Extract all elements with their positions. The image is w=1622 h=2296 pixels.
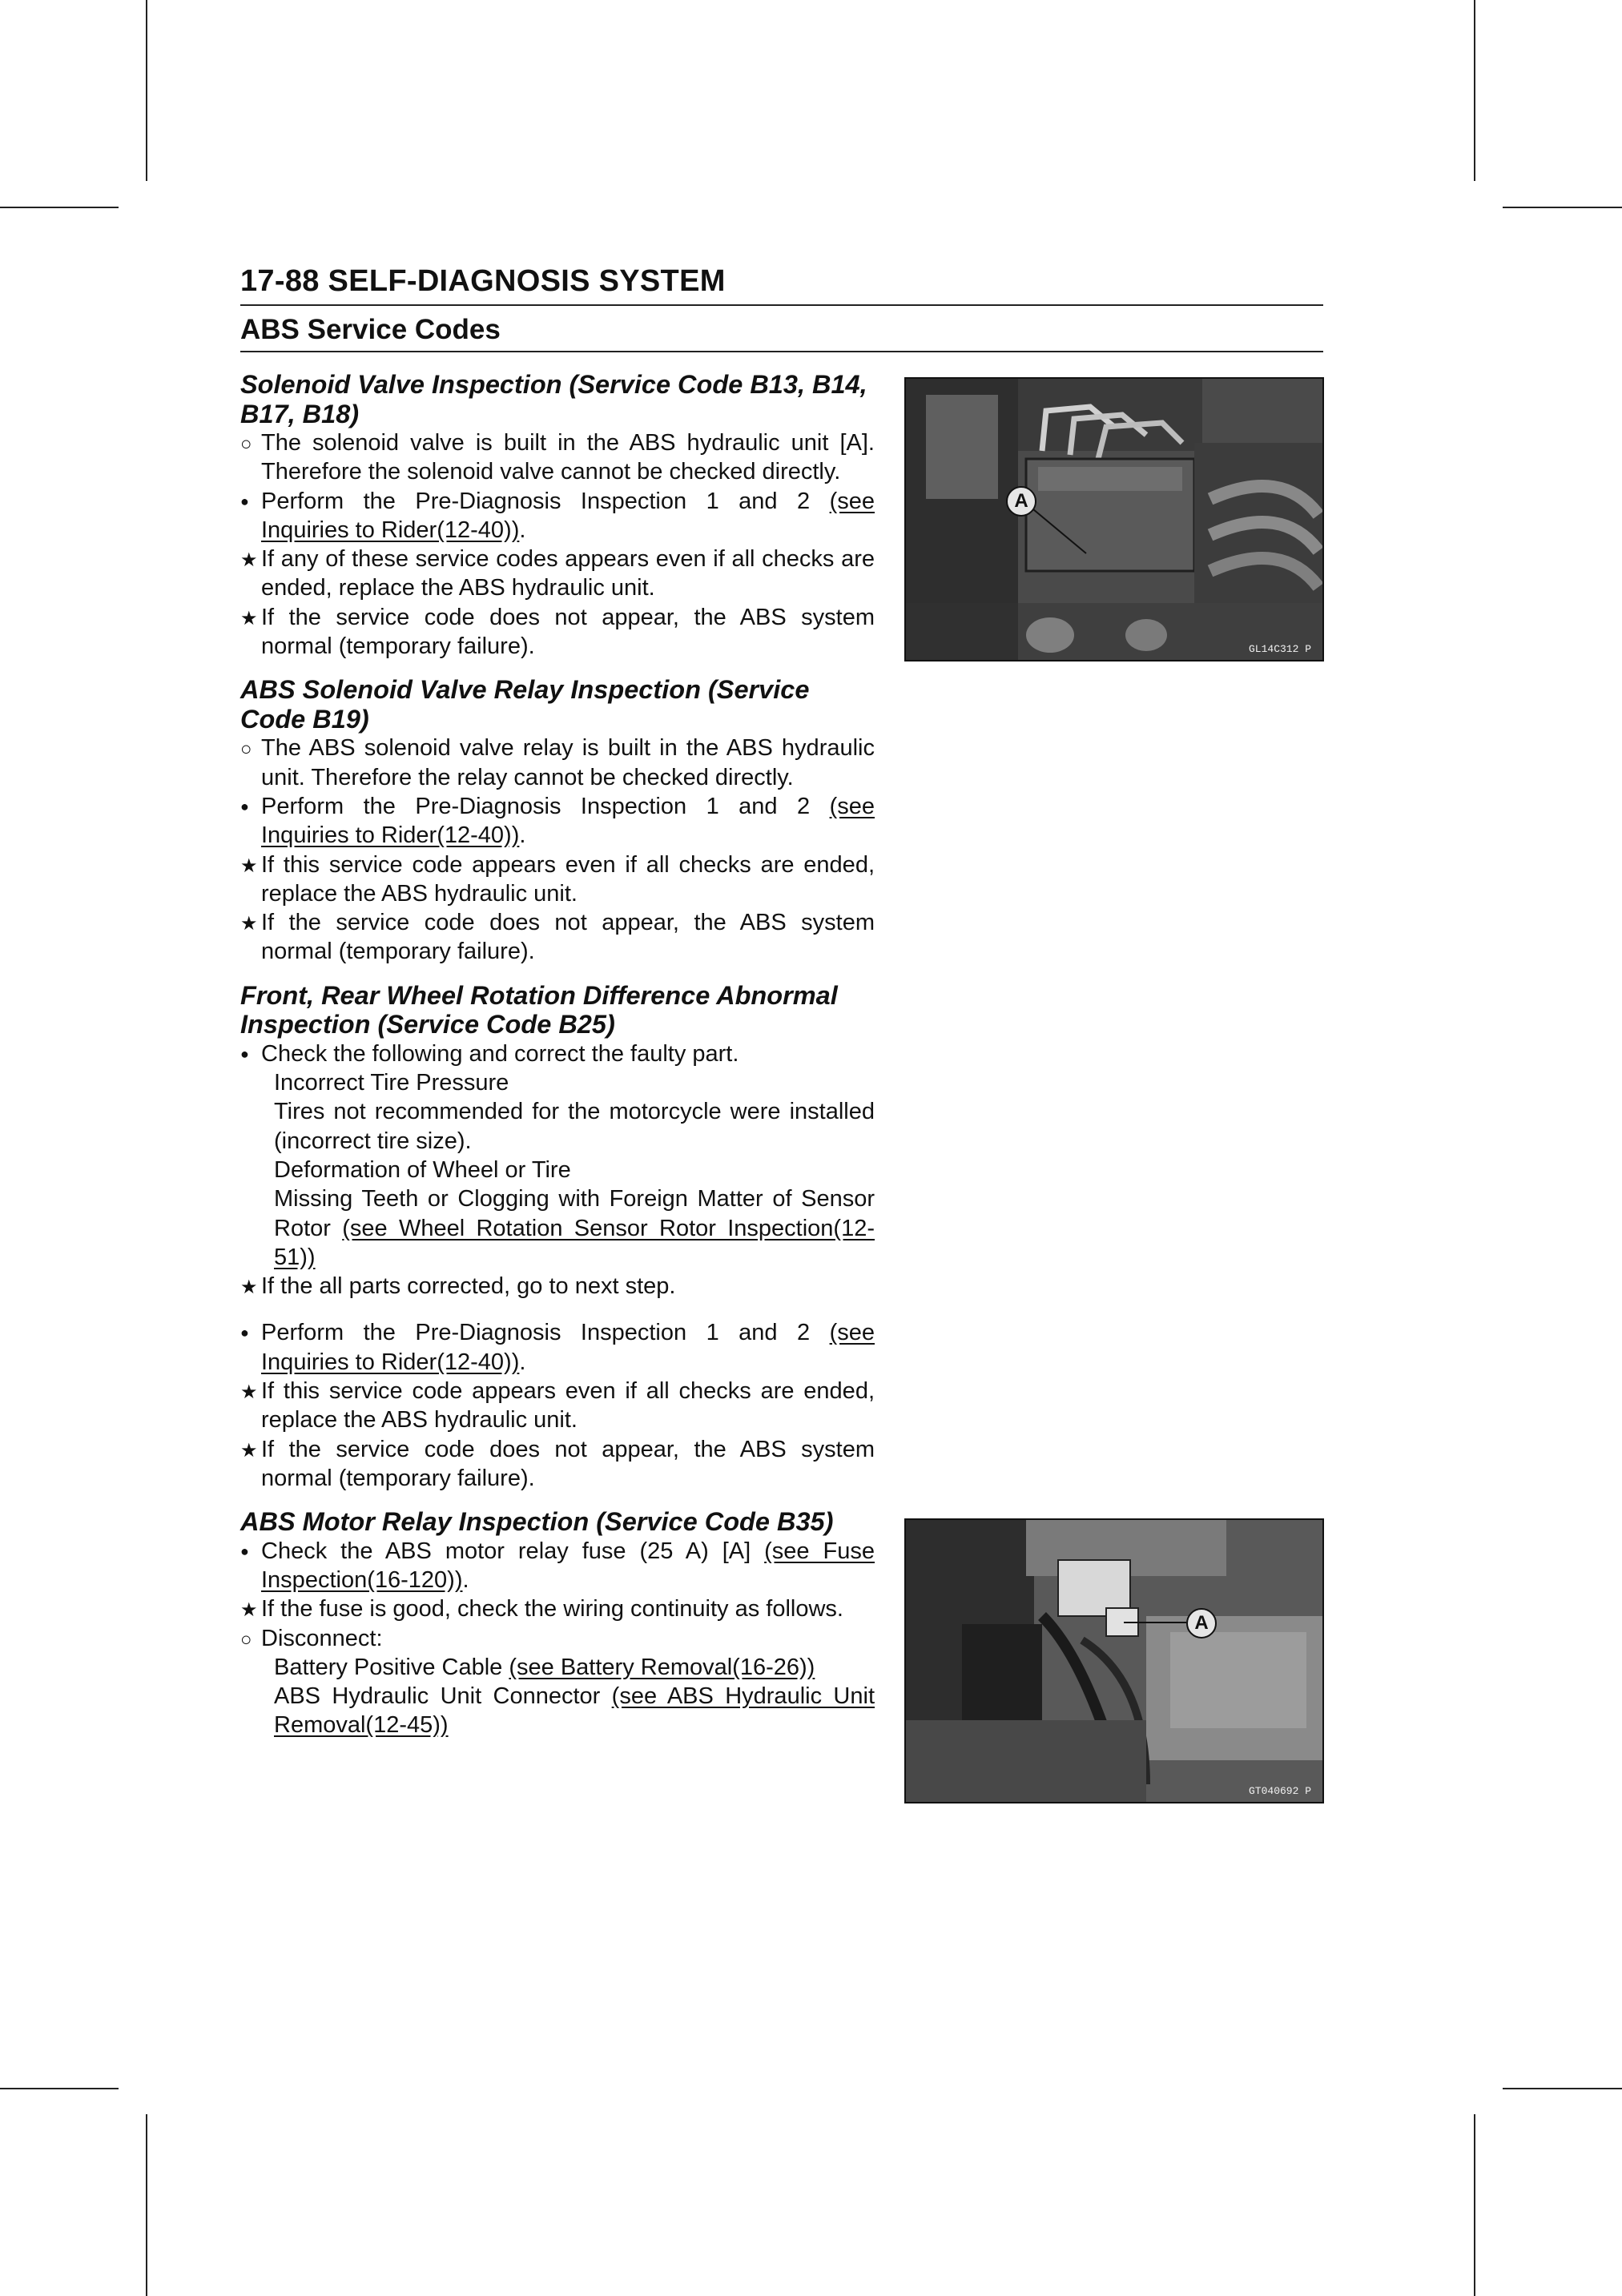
- section-rule: [240, 351, 1323, 352]
- bullet-icon: [240, 1318, 261, 1347]
- page-title: 17-88 SELF-DIAGNOSIS SYSTEM: [240, 264, 726, 298]
- cross-reference-link[interactable]: (see Wheel Rotation Sensor Rotor Inspection(12-51)): [274, 1215, 875, 1270]
- check-item: Incorrect Tire Pressure: [274, 1070, 509, 1096]
- list-item: ● Check the ABS motor relay fuse (25 A) [A] (see Fuse Inspection(16-120)).: [240, 1537, 875, 1595]
- cross-reference-link[interactable]: (see Inquiries to Rider(12-40)): [261, 793, 875, 849]
- figure-code: GL14C312 P: [1248, 643, 1311, 655]
- list-item: ★ If the service code does not appear, the ABS system normal (temporary failure).: [240, 1435, 875, 1494]
- crop-mark: [0, 207, 119, 208]
- list-item: ★ If the all parts corrected, go to next step.: [240, 1272, 875, 1301]
- circle-icon: [240, 1624, 261, 1655]
- bullet-icon: [240, 487, 261, 516]
- list-item: ● Perform the Pre-Diagnosis Inspection 1 and 2 (see Inquiries to Rider(12-40)).: [240, 487, 875, 545]
- list-item: ★ If this service code appears even if all checks are ended, replace the ABS hydraulic unit.: [240, 850, 875, 909]
- check-item: Tires not recommended for the motorcycle were installed (incorrect tire size).: [274, 1099, 875, 1154]
- crop-mark: [0, 2088, 119, 2089]
- figure-code: GT040692 P: [1248, 1785, 1311, 1797]
- star-icon: [240, 1377, 261, 1407]
- callout-label: A: [1186, 1608, 1217, 1639]
- callout-label: A: [1006, 486, 1036, 517]
- list-item: ★ If the fuse is good, check the wiring continuity as follows.: [240, 1594, 875, 1623]
- abs-motor-relay-fuse-photo: [904, 1518, 1324, 1803]
- cross-reference-link[interactable]: (see ABS Hydraulic Unit Removal(12-45)): [274, 1683, 875, 1739]
- star-icon: [240, 850, 261, 881]
- check-item: Deformation of Wheel or Tire: [274, 1156, 571, 1183]
- check-item: Missing Teeth or Clogging with Foreign Matter of Sensor Rotor (see Wheel Rotation Sensor Rotor Inspection(12-51)): [274, 1186, 875, 1270]
- circle-icon: [240, 428, 261, 459]
- section-solenoid-valve-relay: [240, 675, 875, 966]
- cross-reference-link[interactable]: (see Fuse Inspection(16-120)): [261, 1538, 875, 1593]
- cross-reference-link[interactable]: (see Inquiries to Rider(12-40)): [261, 1320, 875, 1375]
- main-content: [240, 370, 875, 1755]
- section-motor-relay: [240, 1507, 875, 1740]
- crop-mark: [1474, 0, 1475, 181]
- list-item: ○ Disconnect:: [240, 1624, 875, 1653]
- star-icon: [240, 603, 261, 633]
- star-icon: [240, 1594, 261, 1625]
- list-item: ● Perform the Pre-Diagnosis Inspection 1 and 2 (see Inquiries to Rider(12-40)).: [240, 1318, 875, 1377]
- crop-mark: [1503, 2088, 1622, 2089]
- subsection-title: Front, Rear Wheel Rotation Difference Abnormal Inspection (Service Code B25): [240, 980, 838, 1039]
- bullet-icon: [240, 792, 261, 821]
- list-item: ○ The solenoid valve is built in the ABS hydraulic unit [A]. Therefore the solenoid valve cannot be checked directly.: [240, 428, 875, 487]
- subsection-title: ABS Motor Relay Inspection (Service Code B35): [240, 1507, 834, 1537]
- list-item: ★ If any of these service codes appears even if all checks are ended, replace the ABS hydraulic unit.: [240, 545, 875, 603]
- section-wheel-rotation: [240, 981, 875, 1493]
- page-header: [240, 263, 1323, 352]
- star-icon: [240, 1435, 261, 1466]
- photo-illustration: [906, 379, 1322, 660]
- photo-illustration: [906, 1520, 1322, 1802]
- list-item: ★ If this service code appears even if all checks are ended, replace the ABS hydraulic unit.: [240, 1377, 875, 1435]
- section-solenoid-valve: [240, 370, 875, 661]
- list-item: ● Check the following and correct the faulty part.: [240, 1039, 875, 1068]
- star-icon: [240, 545, 261, 575]
- circle-icon: [240, 734, 261, 764]
- list-item: ● Perform the Pre-Diagnosis Inspection 1 and 2 (see Inquiries to Rider(12-40)).: [240, 792, 875, 850]
- cross-reference-link[interactable]: (see Inquiries to Rider(12-40)): [261, 488, 875, 543]
- crop-mark: [146, 0, 147, 181]
- list-item: ○ The ABS solenoid valve relay is built in the ABS hydraulic unit. Therefore the relay cannot be checked directly.: [240, 734, 875, 792]
- section-title: ABS Service Codes: [240, 314, 501, 345]
- list-item: ★ If the service code does not appear, the ABS system normal (temporary failure).: [240, 603, 875, 661]
- crop-mark: [1474, 2114, 1475, 2296]
- bullet-icon: [240, 1537, 261, 1566]
- star-icon: [240, 1272, 261, 1302]
- list-item: ★ If the service code does not appear, the ABS system normal (temporary failure).: [240, 908, 875, 967]
- abs-hydraulic-unit-photo: [904, 377, 1324, 661]
- crop-mark: [1503, 207, 1622, 208]
- check-item: ABS Hydraulic Unit Connector (see ABS Hydraulic Unit Removal(12-45)): [274, 1683, 875, 1739]
- bullet-icon: [240, 1039, 261, 1068]
- header-rule: [240, 304, 1323, 306]
- crop-mark: [146, 2114, 147, 2296]
- subsection-title: ABS Solenoid Valve Relay Inspection (Service Code B19): [240, 675, 810, 734]
- subsection-title: Solenoid Valve Inspection (Service Code B13, B14, B17, B18): [240, 370, 867, 428]
- cross-reference-link[interactable]: (see Battery Removal(16-26)): [509, 1654, 815, 1680]
- check-item: Battery Positive Cable (see Battery Removal(16-26)): [274, 1654, 815, 1680]
- star-icon: [240, 908, 261, 939]
